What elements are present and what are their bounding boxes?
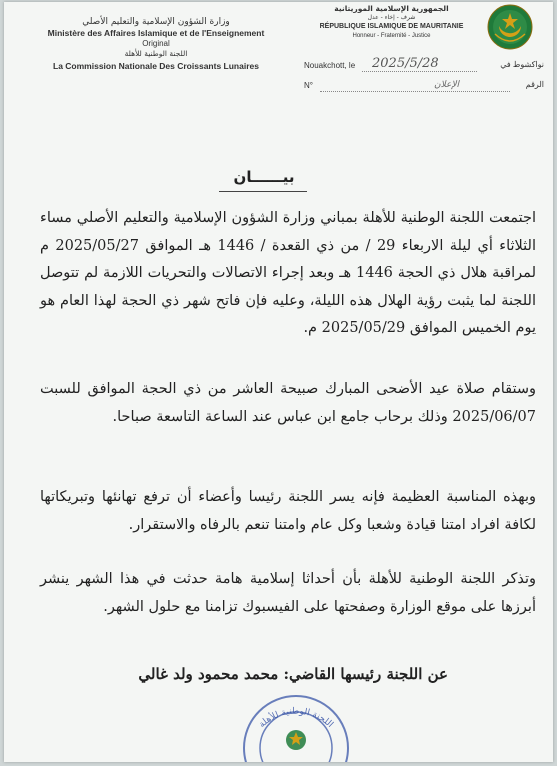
paragraph-2: وستقام صلاة عيد الأضحى المبارك صبيحة العاشر من ذي الحجة الموافق للسبت 2025/06/07 وذلك برحاب جامع ابن عباس عند الساعة التاسعة صباحا. — [40, 381, 536, 425]
date-row — [304, 58, 544, 74]
svg-text:اللجنة الوطنية للأهلة — [257, 707, 335, 730]
motto-arabic: شرف - إخاء - عدل — [367, 14, 416, 21]
number-value: الإعلان — [434, 79, 459, 89]
date-value: 2025/5/28 — [372, 56, 439, 71]
ministry-name-arabic: وزارة الشؤون الإسلامية والتعليم الأصلي — [82, 17, 230, 27]
republic-name-french: RÉPUBLIQUE ISLAMIQUE DE MAURITANIE — [319, 23, 464, 30]
ministry-header — [16, 16, 296, 73]
ministry-name-french: Ministère des Affaires Islamique et de l'Enseignement — [47, 28, 265, 38]
paragraph-1: اجتمعت اللجنة الوطنية للأهلة بمباني وزارة الشؤون الإسلامية والتعليم الأصلي مساء الثلاثاء أي ليلة الاربعاء 29 / من ذي القعدة / 1446 هـ الموافق 2025/05/27 م لمراقبة هلال ذي الحجة 1446 هـ وبعد إجراء الاتصالات والتحريات اللازمة لم تتوصل اللجنة لما يثبت رؤية الهلال هذه الليلة، وعليه فإن فاتح شهر ذي الحجة لهذا العام هو يوم الخميس الموافق 2025/05/29 م. — [40, 210, 536, 336]
mauritania-emblem-icon — [487, 4, 533, 50]
republic-header — [304, 4, 479, 40]
commission-name-arabic: اللجنة الوطنية للأهلة — [124, 49, 188, 58]
document-title: بيــــــان — [233, 168, 295, 186]
number-label-arabic: الرقم — [525, 80, 544, 89]
date-dotted-line — [362, 71, 477, 72]
paragraph-3: وبهذه المناسبة العظيمة فإنه يسر اللجنة رئيسا وأعضاء أن ترفع تهانئها وتبريكاتها لكافة افراد امتنا قيادة وشعبا وكل عام وامتنا تنعم بالرفاه والاستقرار. — [40, 489, 536, 533]
stamp-text: اللجنة الوطنية للأهلة — [257, 706, 335, 730]
number-label: N° — [304, 81, 313, 90]
paragraph-4: وتذكر اللجنة الوطنية للأهلة بأن أحداثا إسلامية هامة حدثت في هذا الشهر ينشر أبرزها على موقع الوزارة وصفحتها على الفيسبوك تزامنا مع حلول الشهر. — [40, 571, 536, 615]
motto-french: Honneur - Fraternité - Justice — [352, 33, 431, 39]
date-label-arabic: نواكشوط في — [500, 60, 544, 69]
number-row — [304, 78, 544, 94]
ministry-name-french-2: Original — [142, 39, 170, 48]
title-underline — [219, 191, 307, 192]
republic-name-arabic: الجمهورية الإسلامية الموريتانية — [334, 4, 449, 13]
signature-line: عن اللجنة رئيسها القاضي: محمد محمود ولد غالي — [138, 665, 448, 683]
document-sheet — [4, 2, 553, 762]
official-stamp-icon — [236, 678, 356, 762]
commission-name-french: La Commission Nationale Des Croissants Lunaires — [53, 61, 259, 71]
number-dotted-line — [320, 91, 510, 92]
date-label: Nouakchott, le — [304, 61, 356, 70]
